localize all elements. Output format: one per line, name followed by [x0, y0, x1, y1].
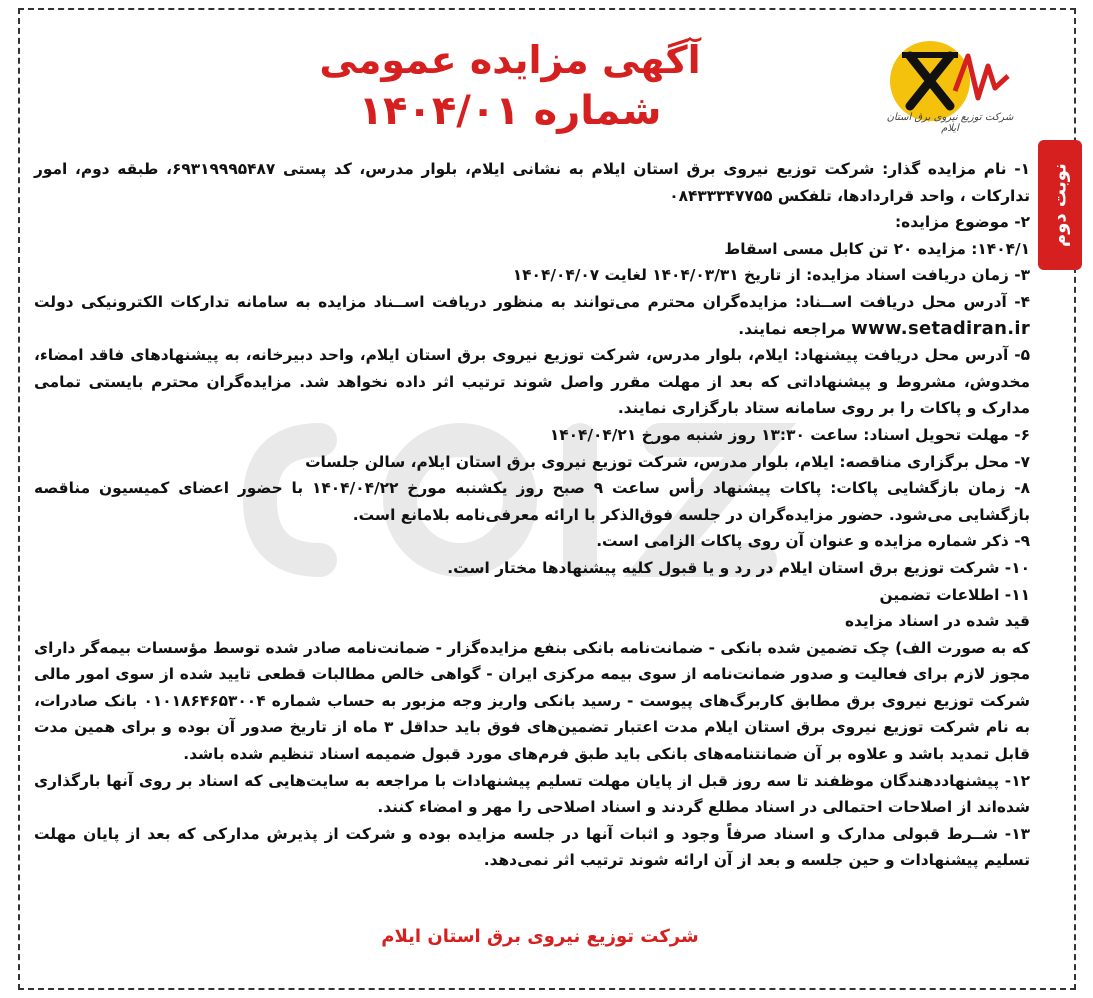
ad-body — [34, 156, 1030, 874]
clause-11: ۱۱- اطلاعات تضمین — [879, 585, 1030, 604]
ad-title: آگهی مزایده عمومی — [319, 38, 701, 82]
ad-number: شماره ۱۴۰۴/۰۱ — [358, 88, 662, 134]
clause-4 — [34, 289, 1030, 342]
clause-8: ۸- زمان بازگشایی پاکات: پاکات پیشنهاد رأس ساعت ۹ صبح روز یکشنبه مورخ ۱۴۰۴/۰۴/۲۲ با حضور اعضای کمیسیون مناقصه بازگشایی می‌شود. حضور مزایده‌گران در جلسه فوق‌الذکر با ارائه معرفی‌نامه بلامانع است. — [34, 479, 1031, 524]
header — [0, 0, 1093, 150]
clause-9: ۹- ذکر شماره مزایده و عنوان آن روی پاکات الزامی است. — [596, 532, 1030, 551]
clause-1: ۱- نام مزایده گذار: شرکت توزیع نیروی برق استان ایلام به نشانی ایلام، بلوار مدرس، کد پستی ۶۹۳۱۹۹۹۵۴۸۷، طبقه دوم، امور تدارکات ، واحد قراردادها، تلفکس ۰۸۴۳۳۳۴۷۷۵۵ — [34, 160, 1030, 205]
footer-signature: شرکت توزیع نیروی برق استان ایلام — [381, 926, 699, 947]
clause-7: ۷- محل برگزاری مناقصه: ایلام، بلوار مدرس، شرکت توزیع نیروی برق استان ایلام، سالن جلسات — [305, 452, 1030, 471]
clause-4-text: ۴- آدرس محل دریافت اســناد: مزایده‌گران محترم می‌توانند به منظور دریافت اســناد مزایده به سامانه تدارکات الکترونیکی دولت — [34, 292, 1030, 311]
clause-3: ۳- زمان دریافت اسناد مزایده: از تاریخ ۱۴۰۴/۰۳/۳۱ لغایت ۱۴۰۴/۰۴/۰۷ — [512, 266, 1030, 285]
clause-2-item: ۱۴۰۴/۱: مزایده ۲۰ تن کابل مسی اسقاط — [724, 239, 1030, 258]
clause-4-tail: مراجعه نمایند. — [738, 319, 852, 338]
clause-12: ۱۲- پیشنهاددهندگان موظفند تا سه روز قبل از پایان مهلت تسلیم پیشنهادات با مراجعه به سایت‌هایی که اسناد بر روی آنها بارگذاری شده‌اند از اصلاحات احتمالی در اسناد مطلع گردند و اسناد اصلاحی را مهر و امضاء کنند. — [34, 771, 1030, 817]
side-tab-label: نوبت دوم — [1049, 163, 1071, 247]
clause-11-sub: قید شده در اسناد مزایده — [844, 612, 1030, 631]
setadiran-link[interactable]: www.setadiran.ir — [851, 317, 1030, 339]
clause-2: ۲- موضوع مزایده: — [894, 213, 1030, 232]
logo-caption: شرکت توزیع نیروی برق استان ایلام — [886, 112, 1014, 134]
clause-11-detail: که به صورت الف) چک تضمین شده بانکی - ضمانت‌نامه بانکی بنفع مزایده‌گزار - ضمانت‌نامه صادر شده توسط مؤسسات بیمه‌گر دارای مجوز لازم برای فعالیت و صدور ضمانت‌نامه از سوی بیمه مرکزی ایران - گواهی خالص مطالبات قطعی تایید شده از سوی امور مالی شرکت توزیع نیروی برق مطابق کاربرگ‌های پیوست - رسید بانکی واریز وجه مزبور به حساب شماره ۰۱۰۱۸۶۴۶۵۳۰۰۴ بانک صادرات، به نام شرکت توزیع نیروی برق استان ایلام مدت اعتبار تضمین‌های فوق باید حداقل ۳ ماه از تاریخ صدور آن بوده و برای همین مدت قابل تمدید باشد و علاوه بر آن ضمانتنامه‌های بانکی باید طبق فرم‌های مورد قبول ضمیمه اسناد تنظیم شده باشد. — [34, 638, 1030, 764]
clause-5: ۵- آدرس محل دریافت پیشنهاد: ایلام، بلوار مدرس، شرکت توزیع نیروی برق استان ایلام، واحد دبیرخانه، به پیشنهادهای فاقد امضاء، مخدوش، مشروط و پیشنهاداتی که بعد از مهلت مقرر واصل شوند ترتیب اثر داده نخواهد شد. مزایده‌گران محترم بایستی تمامی مدارک و پاکات را بر روی سامانه ستاد بارگزاری نمایند. — [34, 346, 1030, 418]
clause-6: ۶- مهلت تحویل اسناد: ساعت ۱۳:۳۰ روز شنبه مورخ ۱۴۰۴/۰۴/۲۱ — [549, 425, 1030, 444]
clause-10: ۱۰- شرکت توزیع برق استان ایلام در رد و یا قبول کلیه پیشنهادها مختار است. — [447, 558, 1030, 577]
clause-13: ۱۳- شــرط قبولی مدارک و اسناد صرفاً وجود و اثبات آنها در جلسه مزایده بوده و شرکت از پذیرش مدارکی که بعد از پایان مهلت تسلیم پیشنهادات و حین جلسه و بعد از آن ارائه شوند ترتیب اثر نمی‌دهد. — [34, 824, 1030, 870]
